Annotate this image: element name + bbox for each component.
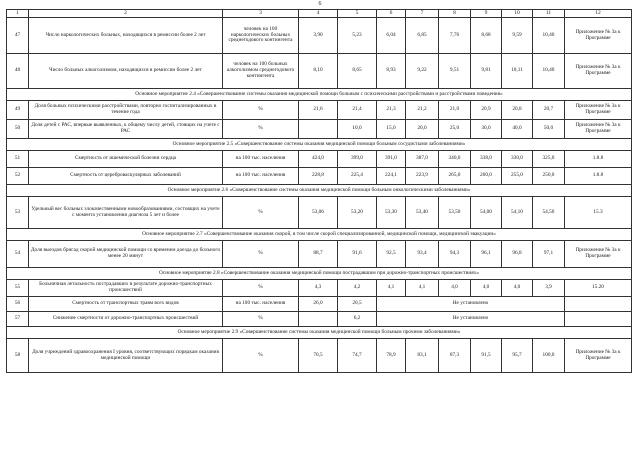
value-cell: 20,7	[533, 101, 565, 120]
table-row	[7, 18, 632, 54]
indicator-name: Снижение смертности от дорожно-транспортных происшествий	[29, 312, 223, 327]
row-number: 53	[7, 197, 29, 229]
row-number: 50	[7, 120, 29, 139]
indicator-name: Больничная летальность пострадавших в результате дорожно-транспортных происшествий	[29, 280, 223, 297]
not-established-note: Не установлено	[377, 297, 565, 312]
value-cell: 255,0	[502, 168, 533, 185]
value-cell: 6,2	[338, 312, 377, 327]
value-cell: 224,1	[377, 168, 406, 185]
value-cell: 21,2	[406, 101, 439, 120]
row-number: 52	[7, 168, 29, 185]
value-cell: 10,40	[533, 18, 565, 54]
column-number: 7	[406, 10, 439, 18]
value-cell: 4,1	[406, 280, 439, 297]
value-cell: 10,0	[338, 120, 377, 139]
value-cell: 10,11	[502, 54, 533, 89]
unit: человек на 100 наркологических больных среднегодового контингента	[223, 18, 299, 54]
value-cell: 6,04	[377, 18, 406, 54]
source-note	[565, 297, 632, 312]
source-note: Приложение № 3а к Программе	[565, 54, 632, 89]
value-cell: 53,20	[338, 197, 377, 229]
indicator-name: Удельный вес больных злокачественными новообразованиями, состоящих на учете с момента установления диагноза 5 лет и более	[29, 197, 223, 229]
section-title: Основное мероприятие 2.9 «Совершенствование системы оказания медицинской помощи больным прочими заболеваниями»	[7, 327, 632, 339]
indicators-table	[6, 9, 632, 373]
table-row	[7, 120, 632, 139]
value-cell: 50,0	[533, 120, 565, 139]
column-number: 5	[338, 10, 377, 18]
value-cell: 260,0	[471, 168, 502, 185]
table-row	[7, 168, 632, 185]
value-cell: 399,0	[338, 151, 377, 168]
column-number: 2	[29, 10, 223, 18]
value-cell: 54,10	[502, 197, 533, 229]
table-row	[7, 197, 632, 229]
value-cell: 94,3	[439, 241, 471, 268]
source-note: 15.20	[565, 280, 632, 297]
value-cell: 96,8	[502, 241, 533, 268]
value-cell: 20,9	[471, 101, 502, 120]
value-cell: 387,0	[406, 151, 439, 168]
section-header-row	[7, 327, 632, 339]
value-cell: 8,65	[338, 54, 377, 89]
value-cell: 92,5	[377, 241, 406, 268]
row-number: 48	[7, 54, 29, 89]
value-cell	[299, 312, 338, 327]
value-cell: 3,9	[533, 280, 565, 297]
value-cell: 10,40	[533, 54, 565, 89]
unit: %	[223, 241, 299, 268]
value-cell: 87,3	[439, 339, 471, 373]
indicator-name: Доля детей с РАС, впервые выявленных, к общему числу детей, стоящих на учете с РАС	[29, 120, 223, 139]
page-number: 6	[318, 1, 322, 7]
table-row	[7, 312, 632, 327]
table-body	[7, 10, 632, 373]
value-cell: 325,0	[533, 151, 565, 168]
value-cell: 330,0	[502, 151, 533, 168]
column-number: 9	[471, 10, 502, 18]
value-cell: 53,30	[377, 197, 406, 229]
value-cell: 9,81	[471, 54, 502, 89]
section-title: Основное мероприятие 2.5 «Совершенствование системы оказания медицинской помощи больным сосудистыми заболеваниями»	[7, 139, 632, 151]
source-note: Приложение № 3а к Программе	[565, 18, 632, 54]
section-title: Основное мероприятие 2.4 «Совершенствование системы оказания медицинской помощи больным с психическими расстройствами и расстройствами поведения»	[7, 89, 632, 101]
unit: %	[223, 197, 299, 229]
value-cell: 53,40	[406, 197, 439, 229]
value-cell: 4,0	[439, 280, 471, 297]
value-cell: 54,00	[471, 197, 502, 229]
column-number: 10	[502, 10, 533, 18]
column-number: 1	[7, 10, 29, 18]
value-cell: 54,50	[533, 197, 565, 229]
section-header-row	[7, 229, 632, 241]
source-note: 1.8.8	[565, 151, 632, 168]
value-cell: 4,1	[377, 280, 406, 297]
table-row	[7, 280, 632, 297]
indicator-name: Смертность от цереброваскулярных заболеваний	[29, 168, 223, 185]
value-cell: 20,0	[406, 120, 439, 139]
value-cell: 20,5	[338, 297, 377, 312]
section-header-row	[7, 268, 632, 280]
value-cell: 30,0	[471, 120, 502, 139]
value-cell: 21,6	[299, 101, 338, 120]
value-cell: 93,4	[406, 241, 439, 268]
column-number: 3	[223, 10, 299, 18]
indicator-name: Смертность от транспортных травм всех видов	[29, 297, 223, 312]
indicator-name: Доля больных психическими расстройствами, повторно госпитализированных в течение года	[29, 101, 223, 120]
table-row	[7, 101, 632, 120]
unit: %	[223, 101, 299, 120]
value-cell: 340,0	[439, 151, 471, 168]
value-cell: 6,85	[406, 18, 439, 54]
value-cell: 4,3	[299, 280, 338, 297]
indicator-name: Смертность от ишемической болезни сердца	[29, 151, 223, 168]
value-cell: 265,0	[439, 168, 471, 185]
table-row	[7, 54, 632, 89]
value-cell: 21,0	[439, 101, 471, 120]
value-cell: 88,7	[299, 241, 338, 268]
unit: %	[223, 120, 299, 139]
value-cell: 7,76	[439, 18, 471, 54]
value-cell: 53,50	[439, 197, 471, 229]
table-row	[7, 297, 632, 312]
value-cell: 25,0	[439, 120, 471, 139]
value-cell: 83,1	[406, 339, 439, 373]
indicator-name: Доля выездов бригад скорой медицинской помощи со временем доезда до больного менее 20 минут	[29, 241, 223, 268]
value-cell: 78,9	[377, 339, 406, 373]
value-cell: 228,8	[299, 168, 338, 185]
row-number: 54	[7, 241, 29, 268]
value-cell: 97,1	[533, 241, 565, 268]
value-cell: 74,7	[338, 339, 377, 373]
unit: на 100 тыс. населения	[223, 151, 299, 168]
value-cell: 21,4	[338, 101, 377, 120]
value-cell: 4,0	[471, 280, 502, 297]
section-title: Основное мероприятие 2.6 «Совершенствование системы оказания медицинской помощи больным онкологическими заболеваниями»	[7, 185, 632, 197]
source-note	[565, 312, 632, 327]
value-cell: 53,06	[299, 197, 338, 229]
source-note: Приложение № 3а к Программе	[565, 339, 632, 373]
column-number: 4	[299, 10, 338, 18]
value-cell: 91,6	[338, 241, 377, 268]
unit: на 100 тыс. населения	[223, 168, 299, 185]
value-cell: 9,51	[439, 54, 471, 89]
value-cell: 250,0	[533, 168, 565, 185]
value-cell: 26,0	[299, 297, 338, 312]
value-cell: 424,0	[299, 151, 338, 168]
row-number: 57	[7, 312, 29, 327]
value-cell: 15,0	[377, 120, 406, 139]
row-number: 49	[7, 101, 29, 120]
column-number-row	[7, 10, 632, 18]
indicator-name: Число наркологических больных, находящихся в ремиссии более 2 лет	[29, 18, 223, 54]
indicator-name: Число больных алкоголизмом, находящихся в ремиссии более 2 лет	[29, 54, 223, 89]
source-note: 15.3	[565, 197, 632, 229]
value-cell: 4,2	[338, 280, 377, 297]
column-number: 6	[377, 10, 406, 18]
row-number: 47	[7, 18, 29, 54]
table-row	[7, 151, 632, 168]
value-cell: 391,0	[377, 151, 406, 168]
row-number: 58	[7, 339, 29, 373]
value-cell: 8,68	[471, 18, 502, 54]
source-note: Приложение № 3а к Программе	[565, 241, 632, 268]
row-number: 51	[7, 151, 29, 168]
value-cell: 96,1	[471, 241, 502, 268]
value-cell: 9,22	[406, 54, 439, 89]
section-title: Основное мероприятие 2.7 «Совершенствование оказания скорой, в том числе скорой специализированной, медицинской помощи, медицинской эвакуации»	[7, 229, 632, 241]
section-title: Основное мероприятие 2.8 «Совершенствование оказания медицинской помощи пострадавшим при дорожно-транспортных происшествиях»	[7, 268, 632, 280]
value-cell: 3,90	[299, 18, 338, 54]
indicator-name: Доля учреждений здравоохранения I уровня, соответствующих порядкам оказания медицинской помощи	[29, 339, 223, 373]
section-header-row	[7, 89, 632, 101]
column-number: 8	[439, 10, 471, 18]
table-row	[7, 241, 632, 268]
value-cell: 70,5	[299, 339, 338, 373]
source-note: Приложение № 3а к Программе	[565, 101, 632, 120]
value-cell: 8,10	[299, 54, 338, 89]
value-cell: 100,0	[533, 339, 565, 373]
value-cell: 4,0	[502, 280, 533, 297]
value-cell: 9,59	[502, 18, 533, 54]
unit: человек на 100 больных алкоголизмом среднегодового контингента	[223, 54, 299, 89]
value-cell: 20,8	[502, 101, 533, 120]
value-cell: 223,9	[406, 168, 439, 185]
source-note: Приложение № 3а к Программе	[565, 120, 632, 139]
value-cell: 95,7	[502, 339, 533, 373]
row-number: 56	[7, 297, 29, 312]
not-established-note: Не установлено	[377, 312, 565, 327]
unit: %	[223, 312, 299, 327]
unit: %	[223, 280, 299, 297]
value-cell	[299, 120, 338, 139]
value-cell: 21,3	[377, 101, 406, 120]
value-cell: 225,4	[338, 168, 377, 185]
unit: %	[223, 339, 299, 373]
section-header-row	[7, 185, 632, 197]
value-cell: 91,5	[471, 339, 502, 373]
unit: на 100 тыс. населения	[223, 297, 299, 312]
value-cell: 8,93	[377, 54, 406, 89]
section-header-row	[7, 139, 632, 151]
source-note: 1.8.8	[565, 168, 632, 185]
column-number: 12	[565, 10, 632, 18]
value-cell: 40,0	[502, 120, 533, 139]
table-row	[7, 339, 632, 373]
value-cell: 5,23	[338, 18, 377, 54]
row-number: 55	[7, 280, 29, 297]
column-number: 11	[533, 10, 565, 18]
value-cell: 338,0	[471, 151, 502, 168]
